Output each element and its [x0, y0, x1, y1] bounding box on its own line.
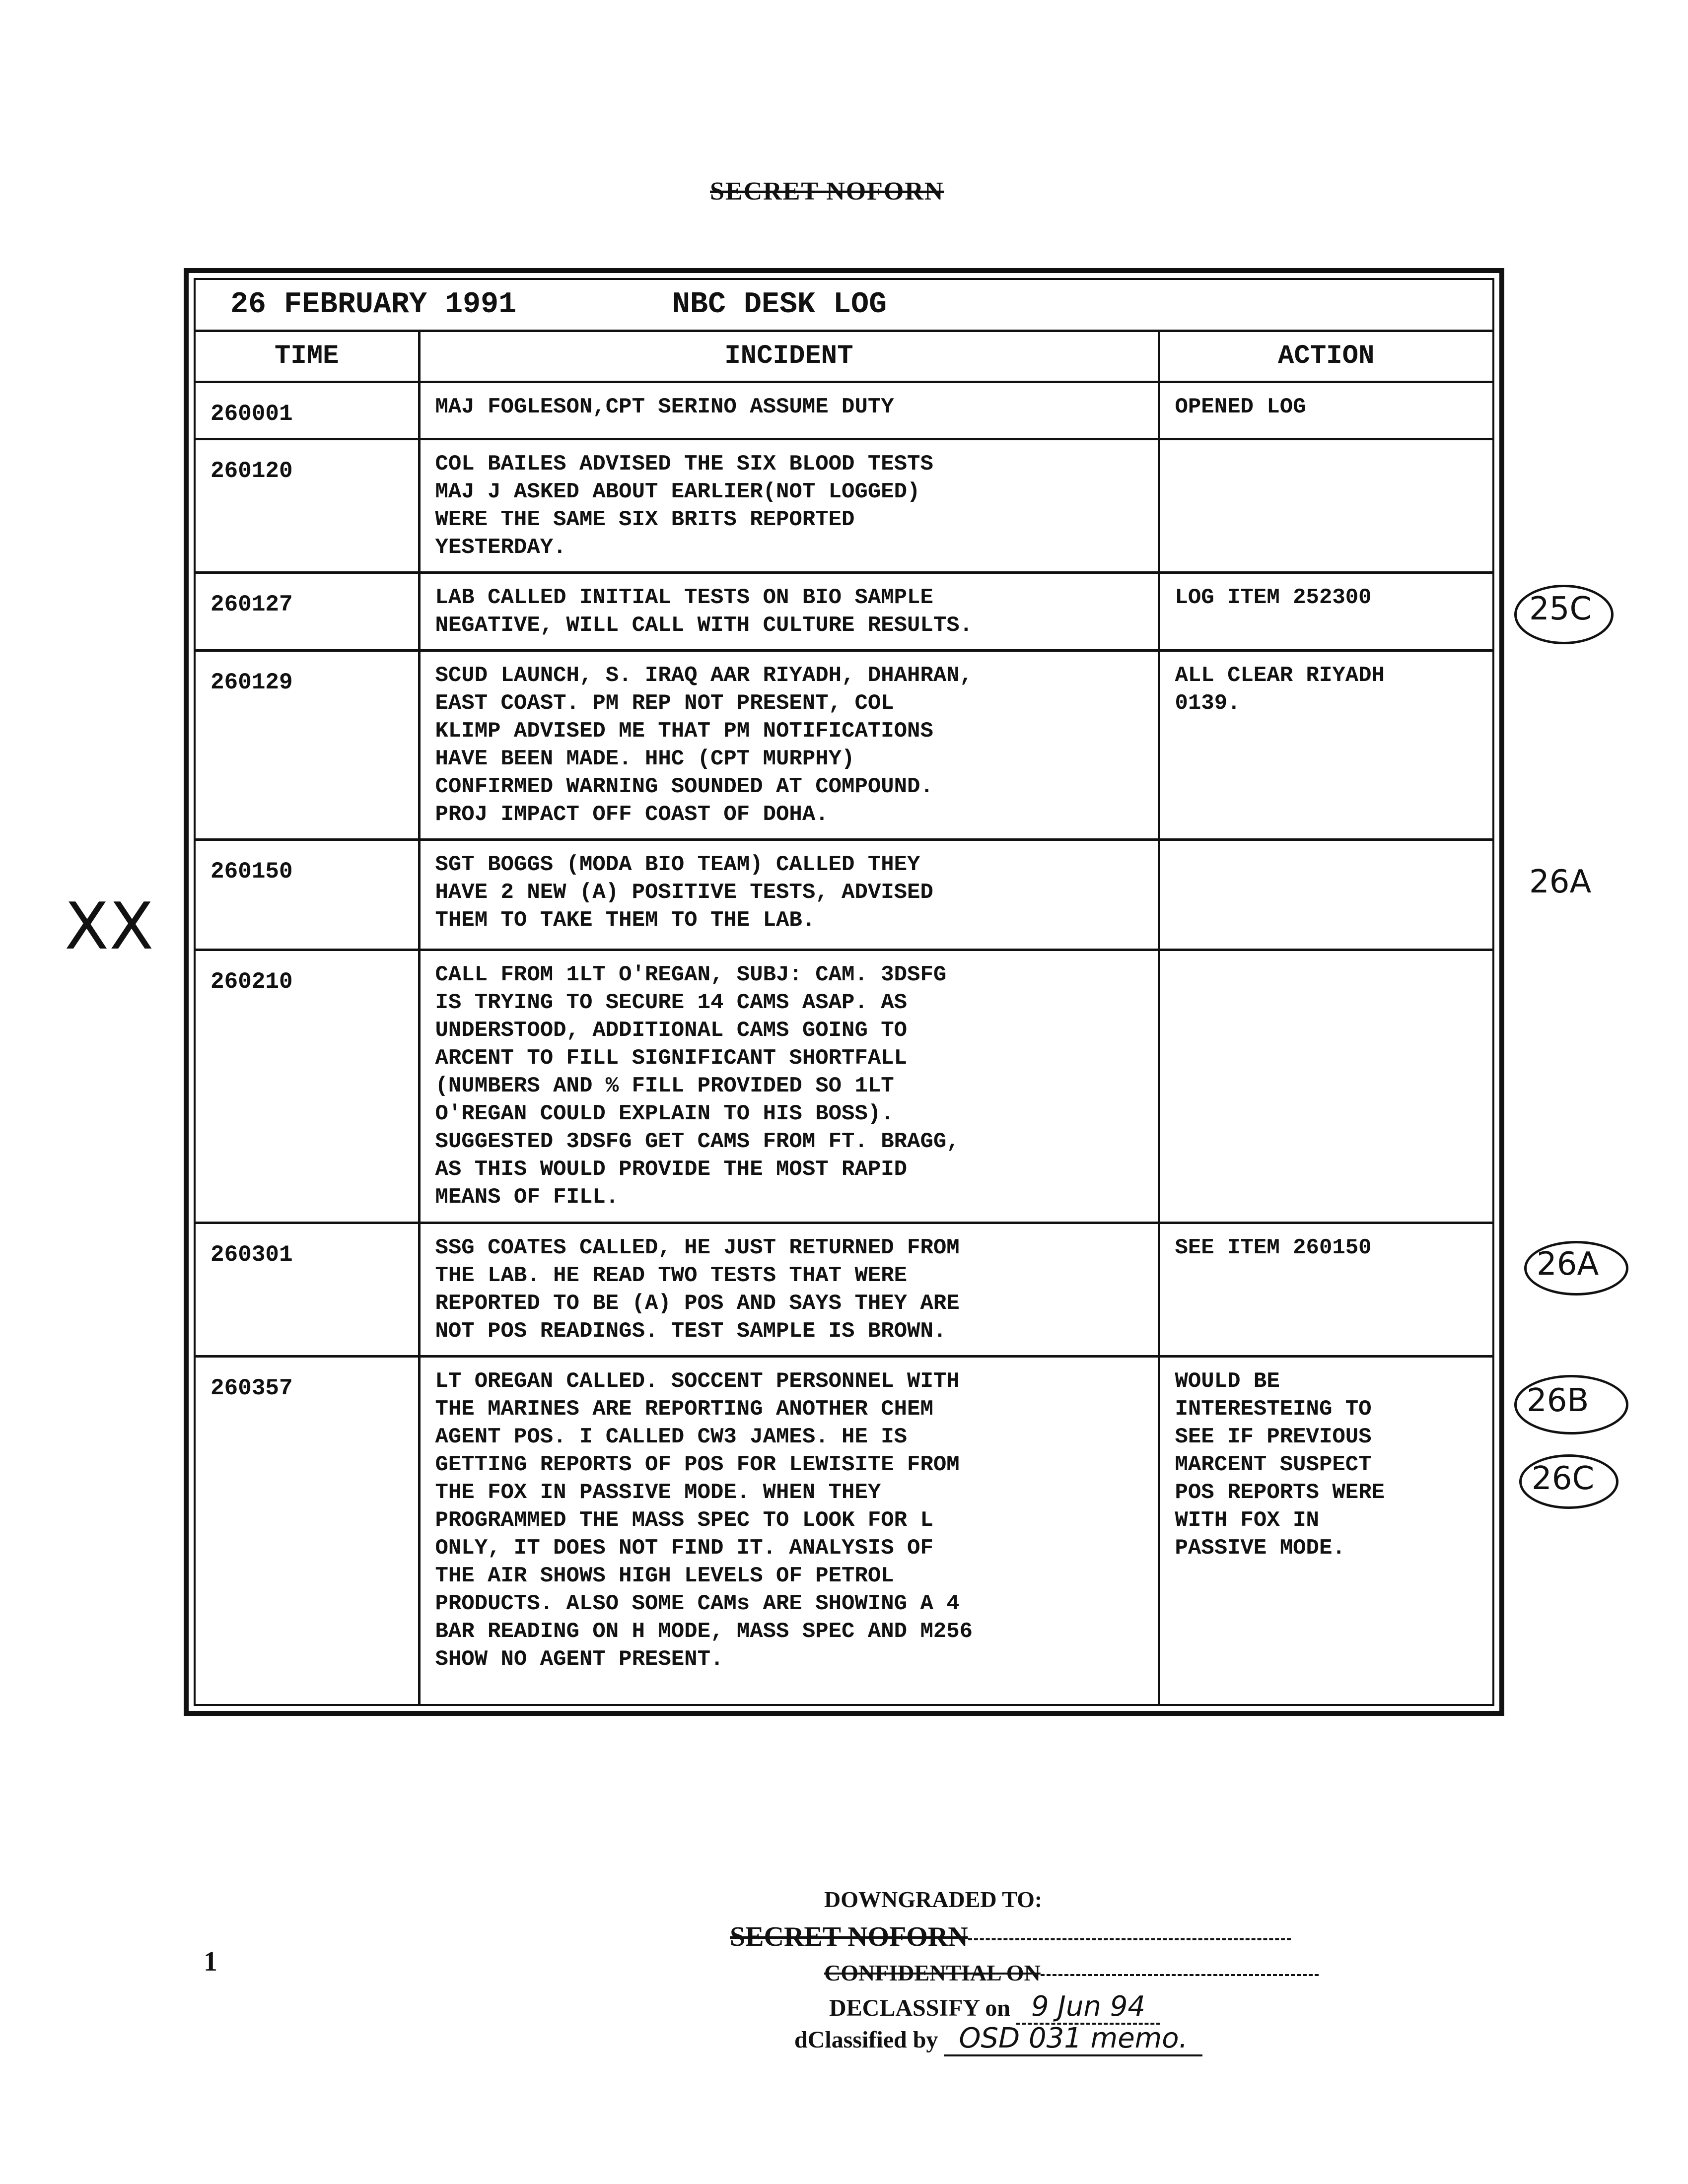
circled-note-25c-label: 25C [1529, 591, 1592, 627]
log-title: NBC DESK LOG [672, 288, 887, 322]
entry-action [1159, 840, 1492, 950]
entry-incident: SSG COATES CALLED, HE JUST RETURNED FROM THE LAB. HE READ TWO TESTS THAT WERE REPORTED TO BE (A) POS AND SAYS THEY ARE NOT POS READINGS. TEST SAMPLE IS BROWN. [419, 1223, 1159, 1357]
entry-incident: SCUD LAUNCH, S. IRAQ AAR RIYADH, DHAHRAN, EAST COAST. PM REP NOT PRESENT, COL KLIMP ADVISED ME THAT PM NOTIFICATIONS HAVE BEEN MADE. HHC (CPT MURPHY) CONFIRMED WARNING SOUNDED AT COMPOUND. PROJ IMPACT OFF COAST OF DOHA. [419, 651, 1159, 840]
entry-time: 260210 [196, 950, 419, 1223]
entry-time: 260127 [196, 573, 419, 651]
column-headers [196, 332, 1492, 382]
circled-note-26c-label: 26C [1532, 1460, 1595, 1497]
column-header-time: TIME [196, 332, 419, 382]
entry-incident: MAJ FOGLESON,CPT SERINO ASSUME DUTY [419, 382, 1159, 439]
circled-note-26a-second-label: 26A [1537, 1246, 1599, 1283]
stamp-declassify-value: 9 Jun 94 [1016, 1990, 1160, 2025]
entry-incident: CALL FROM 1LT O'REGAN, SUBJ: CAM. 3DSFG IS TRYING TO SECURE 14 CAMS ASAP. AS UNDERSTOOD, ADDITIONAL CAMS GOING TO ARCENT TO FILL SIGNIFICANT SHORTFALL (NUMBERS AND % FILL PROVIDED SO 1LT O'REGAN COULD EXPLAIN TO HIS BOSS). SUGGESTED 3DSFG GET CAMS FROM FT. BRAGG, AS THIS WOULD PROVIDE THE MOST RAPID MEANS OF FILL. [419, 950, 1159, 1223]
stamp-line [1041, 1974, 1319, 1976]
entry-action: ALL CLEAR RIYADH 0139. [1159, 651, 1492, 840]
entry-time: 260120 [196, 439, 419, 573]
stamp-downgraded: DOWNGRADED TO: [824, 1887, 1043, 1912]
column-header-incident: INCIDENT [419, 332, 1159, 382]
stamp-line [968, 1938, 1291, 1940]
entry-incident: COL BAILES ADVISED THE SIX BLOOD TESTS MAJ J ASKED ABOUT EARLIER(NOT LOGGED) WERE THE SAME SIX BRITS REPORTED YESTERDAY. [419, 439, 1159, 573]
table-row [196, 1223, 1492, 1357]
table-row [196, 573, 1492, 651]
table-row [196, 382, 1492, 439]
entry-time: 260129 [196, 651, 419, 840]
entry-action: OPENED LOG [1159, 382, 1492, 439]
circled-note-26b-label: 26B [1527, 1382, 1589, 1419]
nbc-desk-log-table [184, 268, 1504, 1716]
declassification-stamp [730, 1886, 1319, 2054]
entry-action: SEE ITEM 260150 [1159, 1223, 1492, 1357]
stamp-declassify [829, 1990, 1319, 2022]
log-header [196, 280, 1492, 332]
stamp-classification-text: SECRET NOFORN [730, 1921, 968, 1952]
table-row [196, 950, 1492, 1223]
stamp-declassify-label: DECLASSIFY on [829, 1995, 1010, 2021]
circled-note-26a-label: 26A [1529, 864, 1592, 900]
table-row [196, 651, 1492, 840]
entry-incident: LAB CALLED INITIAL TESTS ON BIO SAMPLE NEGATIVE, WILL CALL WITH CULTURE RESULTS. [419, 573, 1159, 651]
stamp-classified-value: OSD 031 memo. [944, 2022, 1202, 2056]
stamp-confidential [824, 1960, 1319, 1990]
log-entries [196, 332, 1492, 1704]
table-row [196, 1357, 1492, 1704]
stamp-confidential-text: CONFIDENTIAL ON [824, 1960, 1041, 1985]
classification-header: SECRET NOFORN [710, 177, 944, 205]
entry-action: LOG ITEM 252300 [1159, 573, 1492, 651]
table-row [196, 439, 1492, 573]
margin-mark: X X [65, 888, 144, 964]
stamp-classified-label: dClassified by [794, 2027, 938, 2053]
entry-time: 260301 [196, 1223, 419, 1357]
entry-time: 260357 [196, 1357, 419, 1704]
entry-time: 260001 [196, 382, 419, 439]
entry-action: WOULD BE INTERESTEING TO SEE IF PREVIOUS MARCENT SUSPECT POS REPORTS WERE WITH FOX IN PASSIVE MODE. [1159, 1357, 1492, 1704]
entry-action [1159, 950, 1492, 1223]
log-date: 26 FEBRUARY 1991 [230, 288, 517, 322]
page-number: 1 [204, 1946, 217, 1977]
entry-incident: SGT BOGGS (MODA BIO TEAM) CALLED THEY HAVE 2 NEW (A) POSITIVE TESTS, ADVISED THEM TO TAKE THEM TO THE LAB. [419, 840, 1159, 950]
entry-incident: LT OREGAN CALLED. SOCCENT PERSONNEL WITH THE MARINES ARE REPORTING ANOTHER CHEM AGENT POS. I CALLED CW3 JAMES. HE IS GETTING REPORTS OF POS FOR LEWISITE FROM THE FOX IN PASSIVE MODE. WHEN THEY PROGRAMMED THE MASS SPEC TO LOOK FOR L ONLY, IT DOES NOT FIND IT. ANALYSIS OF THE AIR SHOWS HIGH LEVELS OF PETROL PRODUCTS. ALSO SOME CAMs ARE SHOWING A 4 BAR READING ON H MODE, MASS SPEC AND M256 SHOW NO AGENT PRESENT. [419, 1357, 1159, 1704]
entry-time: 260150 [196, 840, 419, 950]
entry-action [1159, 439, 1492, 573]
column-header-action: ACTION [1159, 332, 1492, 382]
stamp-classified-by [794, 2022, 1319, 2054]
table-row [196, 840, 1492, 950]
stamp-classification [730, 1921, 1319, 1960]
